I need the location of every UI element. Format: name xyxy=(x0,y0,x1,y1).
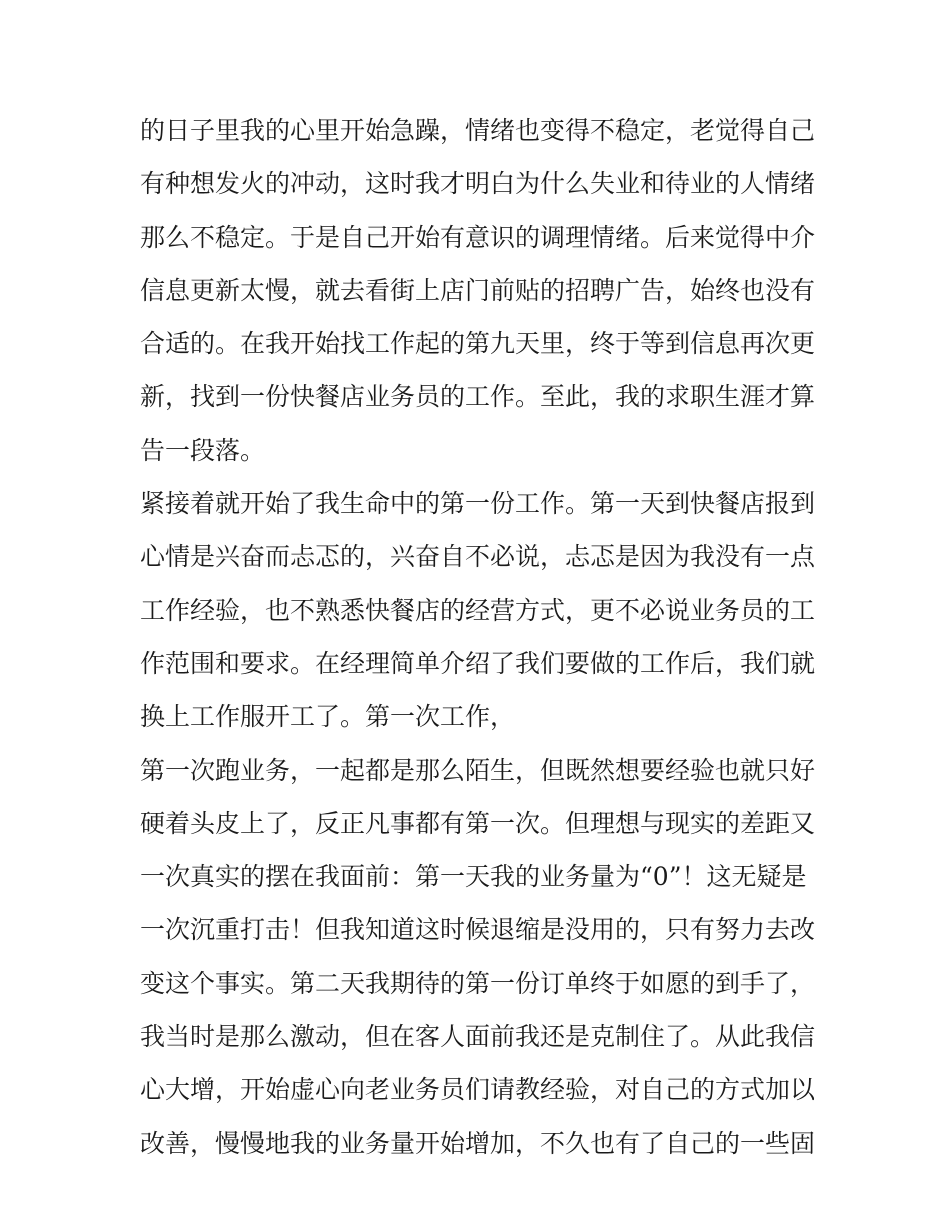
body-text xyxy=(140,104,820,1170)
text-line: 那么不稳定。于是自己开始有意识的调理情绪。后来觉得中介 xyxy=(140,222,816,252)
text-line: 的日子里我的心里开始急躁，情绪也变得不稳定，老觉得自己 xyxy=(140,116,816,145)
text-line: 一次真实的摆在我面前：第一天我的业务量为“0”！这无疑是 xyxy=(140,862,807,892)
text-line: 合适的。在我开始找工作起的第九天里，终于等到信息再次更 xyxy=(140,329,816,359)
text-line: 告一段落。 xyxy=(140,435,266,465)
text-line: 信息更新太慢，就去看街上店门前贴的招聘广告，始终也没有 xyxy=(140,275,816,305)
text-line: 变这个事实。第二天我期待的第一份订单终于如愿的到手了， xyxy=(140,968,816,998)
text-line: 第一次跑业务，一起都是那么陌生，但既然想要经验也就只好 xyxy=(140,755,816,785)
text-line: 换上工作服开工了。第一次工作， xyxy=(140,702,516,732)
text-line: 工作经验，也不熟悉快餐店的经营方式，更不必说业务员的工 xyxy=(140,595,816,625)
text-line: 心情是兴奋而忐忑的，兴奋自不必说，忐忑是因为我没有一点 xyxy=(140,542,816,572)
text-line: 新，找到一份快餐店业务员的工作。至此，我的求职生涯才算 xyxy=(140,382,816,412)
text-line: 改善，慢慢地我的业务量开始增加，不久也有了自己的一些固 xyxy=(140,1128,816,1158)
text-line: 作范围和要求。在经理简单介绍了我们要做的工作后，我们就 xyxy=(140,648,816,678)
text-line: 硬着头皮上了，反正凡事都有第一次。但理想与现实的差距又 xyxy=(140,808,816,838)
text-line: 心大增，开始虚心向老业务员们请教经验，对自己的方式加以 xyxy=(140,1075,816,1105)
text-line: 有种想发火的冲动，这时我才明白为什么失业和待业的人情绪 xyxy=(140,169,816,199)
text-line: 我当时是那么激动，但在客人面前我还是克制住了。从此我信 xyxy=(140,1022,816,1052)
text-line: 一次沉重打击！但我知道这时候退缩是没用的，只有努力去改 xyxy=(140,915,816,945)
text-line: 紧接着就开始了我生命中的第一份工作。第一天到快餐店报到 xyxy=(140,489,816,519)
